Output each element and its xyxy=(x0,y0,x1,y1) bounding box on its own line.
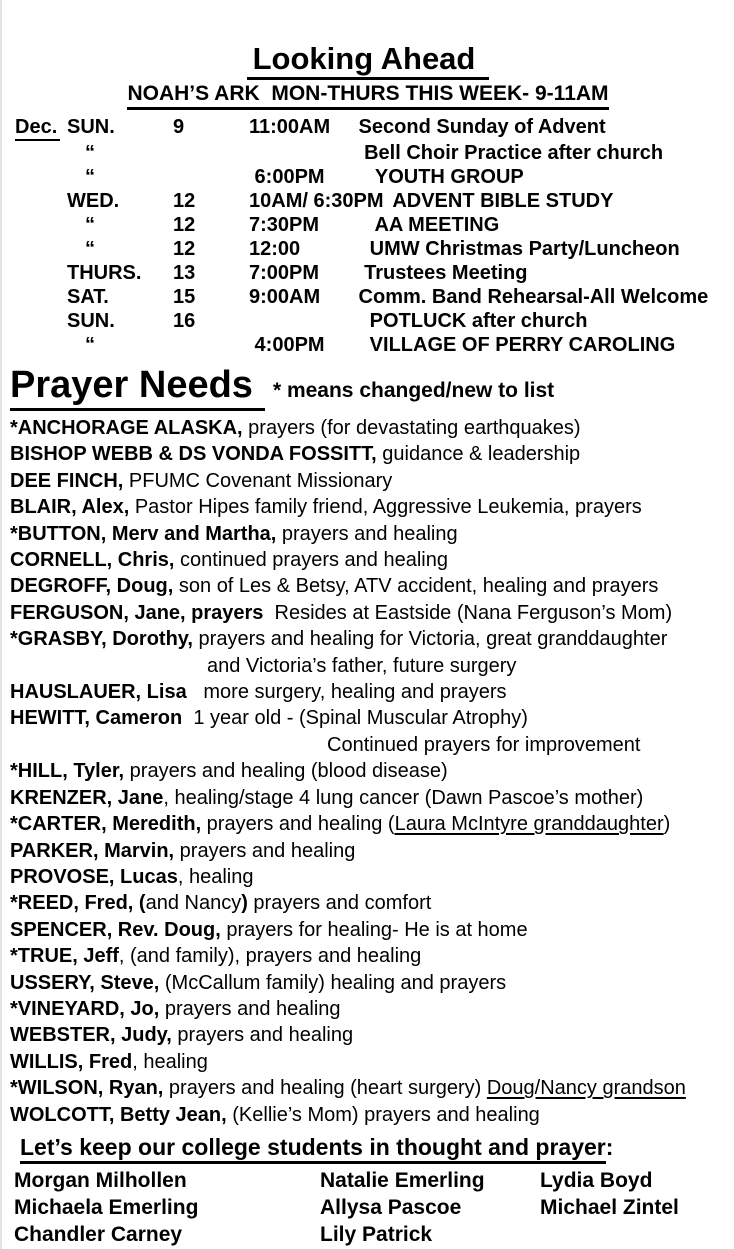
schedule-day-cell: “ xyxy=(85,142,95,164)
prayer-entry xyxy=(2,864,734,890)
schedule-table xyxy=(2,115,734,357)
prayer-entry-text: continued prayers and healing xyxy=(174,549,448,572)
prayer-entry-text: (McCallum family) healing and prayers xyxy=(159,971,507,994)
prayer-entry xyxy=(2,626,734,652)
prayer-needs-heading xyxy=(2,365,734,411)
schedule-event-cell: YOUTH GROUP xyxy=(353,166,524,188)
schedule-event-cell: Trustees Meeting xyxy=(353,262,528,284)
prayer-entry-text: and Victoria’s father, future surgery xyxy=(207,654,517,677)
prayer-entry-name: DEGROFF, Doug, xyxy=(10,575,174,598)
prayer-entry-name: *BUTTON, Merv and Martha, xyxy=(10,522,277,545)
college-student-name: Michaela Emerling xyxy=(14,1195,199,1219)
prayer-entry xyxy=(2,521,734,547)
college-column xyxy=(540,1167,734,1248)
prayer-list xyxy=(2,415,734,1128)
prayer-entry-name: DEE FINCH, xyxy=(10,469,124,492)
schedule-day-cell: “ xyxy=(85,238,95,260)
schedule-date-cell xyxy=(167,141,249,165)
schedule-row xyxy=(15,237,734,261)
prayer-entry-text: prayers and healing xyxy=(171,1024,354,1047)
schedule-date-cell: 12 xyxy=(173,238,196,260)
college-student-name: Natalie Emerling xyxy=(320,1168,485,1192)
prayer-entry-name: BLAIR, Alex, xyxy=(10,496,130,519)
looking-ahead-title-text: Looking Ahead xyxy=(247,42,490,80)
college-student-name: Morgan Milhollen xyxy=(14,1168,187,1192)
schedule-event-cell: VILLAGE OF PERRY CAROLING xyxy=(353,334,676,356)
prayer-entry xyxy=(2,679,734,705)
schedule-date-cell xyxy=(167,333,249,357)
prayer-entry-name: SPENCER, Rev. Doug, xyxy=(10,918,221,941)
prayer-entry-text: prayers and healing for Victoria, great granddaughter xyxy=(192,628,668,651)
schedule-event-cell: UMW Christmas Party/Luncheon xyxy=(353,238,680,260)
schedule-day-cell: SUN. xyxy=(67,310,115,332)
schedule-row xyxy=(15,189,734,213)
schedule-row xyxy=(15,115,734,141)
college-column xyxy=(14,1167,320,1248)
prayer-entry xyxy=(2,970,734,996)
prayer-entry xyxy=(2,494,734,520)
prayer-entry xyxy=(2,1049,734,1075)
schedule-row xyxy=(15,285,734,309)
prayer-needs-title: Prayer Needs xyxy=(10,365,265,411)
prayer-entry-name: USSERY, Steve, xyxy=(10,971,160,994)
college-header-line xyxy=(2,1132,734,1163)
prayer-entry-text: more surgery, healing and prayers xyxy=(186,681,507,704)
schedule-day-cell: “ xyxy=(85,334,95,356)
schedule-date-cell: 12 xyxy=(173,190,196,212)
schedule-time-cell: 10AM/ 6:30PM xyxy=(249,190,384,212)
prayer-entry-name: ) xyxy=(241,892,248,915)
prayer-entry-name: *HILL, Tyler, xyxy=(10,760,125,783)
prayer-entry xyxy=(2,1075,734,1101)
schedule-row xyxy=(15,261,734,285)
prayer-entry-text: 1 year old - (Spinal Muscular Atrophy) xyxy=(182,707,528,730)
prayer-entry-name: BISHOP WEBB & DS VONDA FOSSITT, xyxy=(10,443,377,466)
prayer-entry xyxy=(2,758,734,784)
college-header-colon: : xyxy=(605,1133,614,1160)
noahs-ark-subtitle xyxy=(2,82,734,110)
schedule-time-cell: 7:30PM xyxy=(249,214,320,236)
schedule-time-cell: 6:00PM xyxy=(249,166,325,188)
prayer-entry xyxy=(2,653,734,679)
prayer-entry-text: and Nancy xyxy=(145,892,242,915)
prayer-needs-note: * means changed/new to list xyxy=(272,379,555,402)
schedule-day-cell: SAT. xyxy=(67,286,109,308)
prayer-entry-text: Doug/Nancy grandson xyxy=(486,1077,686,1100)
schedule-event-cell: Bell Choir Practice after church xyxy=(353,142,664,164)
schedule-time-cell: 12:00 xyxy=(249,238,301,260)
schedule-time-cell: 11:00AM xyxy=(249,116,331,138)
prayer-entry-name: PROVOSE, Lucas xyxy=(10,865,178,888)
prayer-entry-name: *ANCHORAGE ALASKA, xyxy=(10,417,243,439)
prayer-entry-text: Continued prayers for improvement xyxy=(327,733,641,756)
prayer-entry xyxy=(2,468,734,494)
schedule-time-cell: 7:00PM xyxy=(249,262,320,284)
prayer-entry-name: HEWITT, Cameron xyxy=(10,707,183,730)
prayer-entry xyxy=(2,785,734,811)
prayer-entry xyxy=(2,811,734,837)
schedule-date-cell: 15 xyxy=(173,286,196,308)
prayer-entry-name: CORNELL, Chris, xyxy=(10,549,175,572)
prayer-entry-text: , (and family), prayers and healing xyxy=(118,945,422,968)
schedule-event-cell: Second Sunday of Advent xyxy=(353,116,606,138)
prayer-entry-name: WOLCOTT, Betty Jean, xyxy=(10,1103,227,1126)
prayer-entry xyxy=(2,600,734,626)
prayer-entry-name: *GRASBY, Dorothy, xyxy=(10,628,193,651)
prayer-entry-name: *REED, Fred, ( xyxy=(10,892,146,915)
prayer-entry xyxy=(2,415,734,441)
prayer-entry-text: Pastor Hipes family friend, Aggressive Leukemia, prayers xyxy=(129,496,642,519)
prayer-entry-text: prayers and healing (blood disease) xyxy=(124,760,448,783)
prayer-entry-text: PFUMC Covenant Missionary xyxy=(123,469,393,492)
prayer-entry-text: , healing xyxy=(132,1050,208,1073)
schedule-date-cell: 13 xyxy=(173,262,196,284)
schedule-day-cell: THURS. xyxy=(67,262,142,284)
prayer-entry-name: WEBSTER, Judy, xyxy=(10,1024,172,1047)
prayer-entry-name: *WILSON, Ryan, xyxy=(10,1077,164,1100)
college-student-name: Allysa Pascoe xyxy=(320,1195,462,1219)
schedule-row xyxy=(15,165,734,189)
prayer-entry xyxy=(2,1102,734,1128)
looking-ahead-title xyxy=(2,42,734,80)
prayer-entry-name: *TRUE, Jeff xyxy=(10,945,119,968)
prayer-entry-text: prayers and healing xyxy=(276,522,458,545)
prayer-entry xyxy=(2,890,734,916)
college-header-text: Let’s keep our college students in thought and prayer xyxy=(20,1134,606,1164)
college-student-name: Lydia Boyd xyxy=(540,1168,653,1192)
schedule-time-cell: 4:00PM xyxy=(249,334,325,356)
prayer-entry xyxy=(2,705,734,731)
schedule-date-cell: 9 xyxy=(173,116,185,138)
prayer-entry-name: KRENZER, Jane xyxy=(10,786,164,809)
prayer-entry-name: WILLIS, Fred xyxy=(10,1050,133,1073)
prayer-entry-name: FERGUSON, Jane, prayers xyxy=(10,601,264,624)
prayer-entry-name: *VINEYARD, Jo, xyxy=(10,997,160,1020)
looking-ahead-section xyxy=(2,42,734,357)
college-student-name: Chandler Carney xyxy=(14,1222,183,1246)
prayer-entry-text: Laura McIntyre granddaughter xyxy=(394,813,664,836)
schedule-time-cell xyxy=(249,141,349,165)
schedule-time-cell xyxy=(249,309,349,333)
prayer-entry-text: , healing xyxy=(177,865,254,888)
prayer-entry-name: PARKER, Marvin, xyxy=(10,839,175,862)
prayer-entry-name: HAUSLAUER, Lisa xyxy=(10,681,187,704)
prayer-entry-text: prayers and healing xyxy=(159,997,341,1020)
prayer-entry xyxy=(2,917,734,943)
college-student-name: Michael Zintel xyxy=(540,1195,679,1219)
prayer-entry-text: prayers and comfort xyxy=(247,892,432,915)
schedule-day-cell: SUN. xyxy=(67,116,115,138)
schedule-row xyxy=(15,309,734,333)
prayer-entry xyxy=(2,547,734,573)
prayer-entry-text: , healing/stage 4 lung cancer (Dawn Pascoe’s mother) xyxy=(163,786,644,809)
prayer-entry-text: prayers (for devastating earthquakes) xyxy=(242,417,581,439)
prayer-entry-text: prayers and healing ( xyxy=(201,813,395,836)
prayer-entry-text: (Kellie’s Mom) prayers and healing xyxy=(226,1103,540,1126)
prayer-entry xyxy=(2,732,734,758)
prayer-entry-text: ) xyxy=(663,813,671,836)
prayer-entry xyxy=(2,441,734,467)
prayer-entry-name: *CARTER, Meredith, xyxy=(10,813,202,836)
schedule-row xyxy=(15,213,734,237)
college-students-list xyxy=(2,1167,734,1248)
prayer-needs-section xyxy=(2,365,734,1128)
schedule-event-cell: POTLUCK after church xyxy=(353,310,588,332)
prayer-entry-text: prayers for healing- He is at home xyxy=(220,918,528,941)
prayer-entry xyxy=(2,838,734,864)
prayer-entry xyxy=(2,943,734,969)
noahs-ark-subtitle-text: NOAH’S ARK MON-THURS THIS WEEK- 9-11AM xyxy=(127,82,608,110)
college-column xyxy=(320,1167,540,1248)
college-student-name: Lily Patrick xyxy=(320,1222,433,1246)
prayer-entry-text: prayers and healing xyxy=(174,839,356,862)
schedule-date-cell: 12 xyxy=(173,214,196,236)
schedule-day-cell: “ xyxy=(85,166,95,188)
prayer-entry xyxy=(2,1022,734,1048)
schedule-date-cell: 16 xyxy=(173,310,196,332)
schedule-day-cell: WED. xyxy=(67,190,120,212)
schedule-month-cell: Dec. xyxy=(15,115,60,141)
college-students-section xyxy=(2,1132,734,1248)
prayer-entry-text: Resides at Eastside (Nana Ferguson’s Mom) xyxy=(263,601,673,624)
schedule-event-cell: Comm. Band Rehearsal-All Welcome xyxy=(353,286,709,308)
schedule-event-cell: AA MEETING xyxy=(353,214,500,236)
schedule-day-cell: “ xyxy=(85,214,95,236)
prayer-entry-text: guidance & leadership xyxy=(376,443,581,466)
schedule-time-cell: 9:00AM xyxy=(249,286,321,308)
prayer-entry-text: prayers and healing (heart surgery) xyxy=(163,1077,487,1100)
prayer-entry xyxy=(2,573,734,599)
prayer-entry xyxy=(2,996,734,1022)
prayer-entry-text: son of Les & Betsy, ATV accident, healing and prayers xyxy=(173,575,659,598)
schedule-date-cell xyxy=(167,165,249,189)
schedule-event-cell: ADVENT BIBLE STUDY xyxy=(387,190,614,212)
schedule-row xyxy=(15,141,734,165)
schedule-row xyxy=(15,333,734,357)
